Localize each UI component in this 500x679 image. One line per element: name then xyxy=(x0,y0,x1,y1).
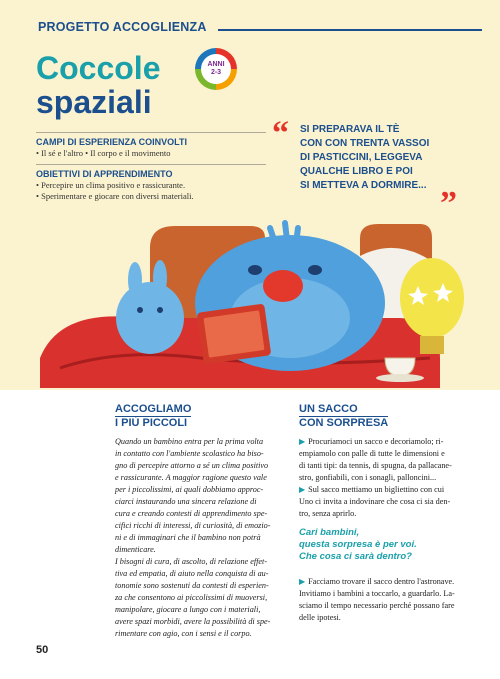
left-heading-line-1: ACCOGLIAMO xyxy=(115,403,192,415)
body-line-text: Facciamo trovare il sacco dentro l'astronave. xyxy=(308,577,455,586)
section-label: PROGETTO ACCOGLIENZA xyxy=(38,20,207,34)
body-line: za che consentono ai piccolissimi di muoversi, xyxy=(115,593,268,602)
right-heading-line-2: CON SORPRESA xyxy=(299,417,389,429)
body-line-text: Sul sacco mettiamo un bigliettino con cui xyxy=(308,485,445,494)
left-column-text xyxy=(115,436,285,640)
body-line: per i piccolissimi, ai quali dobbiamo approc- xyxy=(115,485,264,494)
body-line: empiamolo con palle di tutte le dimensioni e xyxy=(299,449,445,458)
body-line: Uno ci invita a indovinare che cosa ci sia den- xyxy=(299,497,451,506)
lamp-shade xyxy=(400,258,464,338)
body-line-text: Procuriamoci un sacco e decoriamolo; ri- xyxy=(308,437,444,446)
right-column-heading xyxy=(299,403,388,430)
bullet-triangle-icon: ▶ xyxy=(299,485,306,494)
obiettivi-heading: OBIETTIVI DI APPRENDIMENTO xyxy=(36,169,173,179)
obiettivi-rule xyxy=(36,164,266,165)
body-line: tro, senza aprirlo. xyxy=(299,509,357,518)
obiettivi-item: • Sperimentare e giocare con diversi materiali. xyxy=(36,191,194,201)
callout-line: questa sorpresa è per voi. xyxy=(299,539,417,550)
obiettivi-section xyxy=(36,164,266,202)
body-line: manipolare, giocare a lungo con i materiali, xyxy=(115,605,261,614)
body-line: avere spazi morbidi, avere la possibilità di spe- xyxy=(115,617,271,626)
creature-eye-left xyxy=(248,265,262,275)
title-line-1: Coccole xyxy=(36,50,161,86)
callout-text xyxy=(299,527,417,563)
right-heading-line-1: UN SACCO xyxy=(299,403,388,417)
body-line: rimentare con agio, con i sensi e il corpo. xyxy=(115,629,252,638)
body-line: I bisogni di cura, di ascolto, di relazione effet- xyxy=(115,557,268,566)
body-line: cifici ricchi di interessi, di curiosità, di emozio- xyxy=(115,521,271,530)
age-badge-label: ANNI xyxy=(207,61,225,68)
age-badge xyxy=(195,48,237,90)
obiettivi-item: • Percepire un clima positivo e rassicurante. xyxy=(36,180,186,190)
body-line: ni e di immaginari che il bambino non potrà xyxy=(115,533,261,542)
bunny-ear-left xyxy=(128,262,142,298)
creature-nose xyxy=(263,270,303,302)
body-line: cura e creando contesti di apprendimento spe- xyxy=(115,509,268,518)
body-line: di tanti tipi: da tennis, di spugna, da pallacane- xyxy=(299,461,452,470)
title-line-2: spaziali xyxy=(36,84,152,120)
page-title xyxy=(36,51,160,119)
bunny-body xyxy=(116,282,184,354)
lamp-base xyxy=(420,336,444,354)
saucer xyxy=(376,374,424,382)
quote-open-icon: “ xyxy=(272,115,289,152)
creature-hair xyxy=(270,223,298,243)
campi-text: • Il sé e l'altro • Il corpo e il movimento xyxy=(36,148,171,158)
bullet-triangle-icon: ▶ xyxy=(299,577,306,586)
creature-eye-right xyxy=(308,265,322,275)
body-line xyxy=(299,576,477,588)
quote-close-icon: ” xyxy=(440,185,457,222)
bedtime-illustration xyxy=(0,208,500,390)
body-line: e rassicurante. A maggior ragione questo vale xyxy=(115,473,267,482)
body-line: tiva ed empatia, di aiuto nella conquista di au- xyxy=(115,569,269,578)
quote-line: CON CON TRENTA VASSOI xyxy=(300,138,430,149)
bullet-triangle-icon: ▶ xyxy=(299,437,306,446)
body-line: stro, gonfiabili, con i sonagli, palloncini... xyxy=(299,473,437,482)
campi-section xyxy=(36,132,266,159)
quote-line: DI PASTICCINI, LEGGEVA xyxy=(300,152,423,163)
body-line xyxy=(299,436,477,448)
right-column-block-1 xyxy=(299,436,477,520)
body-line: tonomie sono sostenuti da contesti di esperien- xyxy=(115,581,269,590)
callout-line: Che cosa ci sarà dentro? xyxy=(299,551,412,562)
campi-rule xyxy=(36,132,266,133)
quote-line: SI METTEVA A DORMIRE... xyxy=(300,180,427,191)
pull-quote xyxy=(272,115,488,222)
body-line: delle ipotesi. xyxy=(299,613,341,622)
body-line: dimenticare. xyxy=(115,545,156,554)
bunny-ear-right xyxy=(153,260,167,296)
left-heading-line-2: I PIÙ PICCOLI xyxy=(115,417,188,429)
bunny-eye-right xyxy=(157,307,163,313)
body-line: in contatto con l'ambiente scolastico ha biso- xyxy=(115,449,264,458)
header-rule xyxy=(218,29,482,31)
body-line: sciamo il tempo necessario perché possano fare xyxy=(299,601,455,610)
bunny-eye-left xyxy=(137,307,143,313)
body-line: Quando un bambino entra per la prima volta xyxy=(115,437,264,446)
quote-line: QUALCHE LIBRO E POI xyxy=(300,166,413,177)
age-badge-range: 2-3 xyxy=(210,69,222,76)
body-line xyxy=(299,484,477,496)
campi-heading: CAMPI DI ESPERIENZA COINVOLTI xyxy=(36,137,188,147)
red-book-cover xyxy=(203,310,264,357)
right-column-block-3 xyxy=(299,576,477,624)
quote-line: SI PREPARAVA IL TÈ xyxy=(300,124,400,135)
body-line: Invitiamo i bambini a toccarlo, a guardarlo. La- xyxy=(299,589,455,598)
left-column-heading xyxy=(115,403,191,430)
page-number: 50 xyxy=(36,644,49,656)
callout-line: Cari bambini, xyxy=(299,527,360,538)
body-line: gno di percepire attorno a sé un clima positivo xyxy=(115,461,269,470)
age-badge-inner xyxy=(201,54,231,84)
body-line: ciarci instaurando una sincera relazione di xyxy=(115,497,257,506)
